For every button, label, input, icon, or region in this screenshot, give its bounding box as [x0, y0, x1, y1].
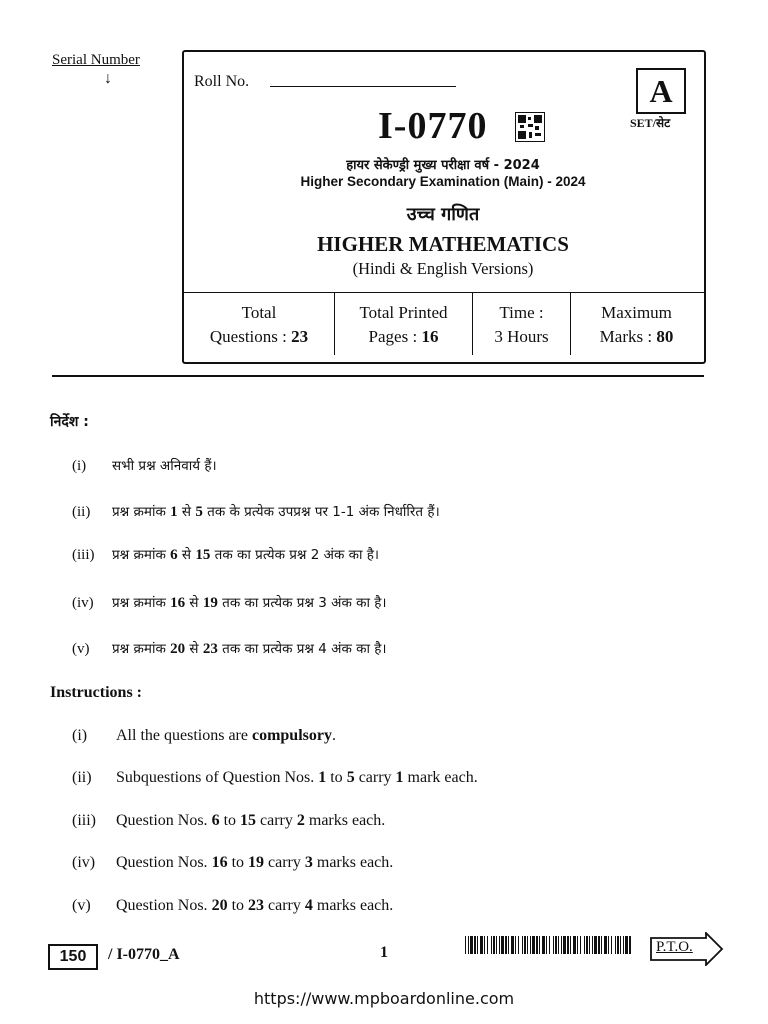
website-url[interactable]: https://www.mpboardonline.com [253, 989, 515, 1008]
subject-title-english: HIGHER MATHEMATICS [317, 232, 569, 256]
stat-time: Time : 3 Hours [472, 293, 570, 355]
stat-maximum-marks: Maximum Marks : 80 [570, 293, 702, 355]
hindi-instruction-item: (iii) प्रश्न क्रमांक 6 से 15 तक का प्रत्येक प्रश्न 2 अंक का है। [72, 547, 380, 563]
roll-number-field[interactable] [270, 86, 456, 87]
hindi-instruction-item: (iv) प्रश्न क्रमांक 16 से 19 तक का प्रत्येक प्रश्न 3 अंक का है। [72, 595, 387, 611]
exam-title-hindi: हायर सेकेण्ड्री मुख्य परीक्षा वर्ष - 2024 [346, 158, 540, 173]
barcode-icon [465, 936, 633, 954]
stat-total-questions: Total Questions : 23 [209, 303, 309, 346]
hindi-instructions-heading: निर्देश : [50, 414, 89, 430]
section-divider [52, 375, 704, 377]
english-instruction-item: (ii) Subquestions of Question Nos. 1 to 5 carry 1 mark each. [72, 769, 478, 786]
english-instruction-item: (i) All the questions are compulsory. [72, 727, 336, 744]
stat-total-pages: Total Printed Pages : 16 [334, 293, 472, 355]
exam-title-english: Higher Secondary Examination (Main) - 2024 [300, 174, 586, 189]
set-letter: A [636, 68, 686, 114]
subject-title-hindi: उच्च गणित [406, 204, 480, 225]
paper-code: I-0770 [378, 105, 488, 147]
hindi-instruction-item: (v) प्रश्न क्रमांक 20 से 23 तक का प्रत्येक प्रश्न 4 अंक का है। [72, 641, 387, 657]
english-instruction-item: (iv) Question Nos. 16 to 19 carry 3 marks each. [72, 854, 394, 871]
versions-note: (Hindi & English Versions) [352, 259, 534, 278]
down-arrow-icon: ↓ [104, 70, 112, 87]
hindi-instruction-item: (ii) प्रश्न क्रमांक 1 से 5 तक के प्रत्येक उपप्रश्न पर 1-1 अंक निर्धारित हैं। [72, 504, 440, 520]
serial-number-label: Serial Number [52, 52, 140, 68]
english-instruction-item: (v) Question Nos. 20 to 23 carry 4 marks each. [72, 897, 394, 914]
exam-stats-row [184, 292, 704, 355]
english-instruction-item: (iii) Question Nos. 6 to 15 carry 2 marks each. [72, 812, 386, 829]
hindi-instruction-item: (i) सभी प्रश्न अनिवार्य हैं। [72, 458, 217, 474]
roll-number-label: Roll No. [194, 73, 250, 90]
qr-code-icon [515, 112, 545, 142]
set-label: SET/सेट [630, 116, 671, 130]
footer-paper-code: / I-0770_A [108, 946, 180, 963]
english-instructions-heading: Instructions : [50, 684, 143, 701]
page-number: 1 [380, 944, 388, 961]
pto-label: P.T.O. [656, 939, 693, 955]
copies-count-box: 150 [48, 944, 98, 970]
